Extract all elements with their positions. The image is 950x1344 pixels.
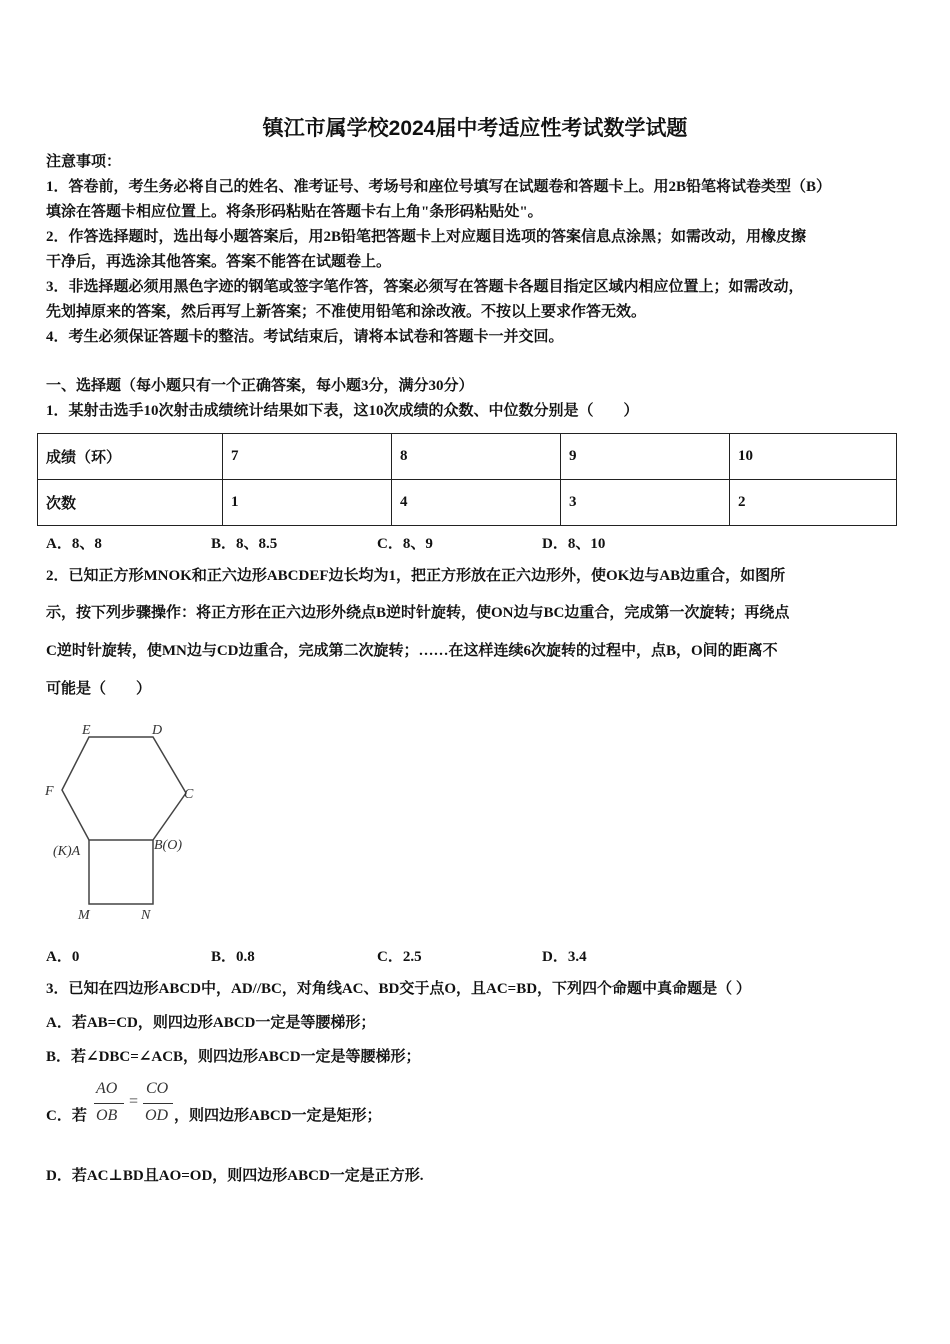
label-a: (K)A [53, 844, 81, 859]
label-m: M [78, 908, 90, 923]
fraction-numerator: CO [146, 1080, 169, 1097]
question-2-line: 可能是（ ） [46, 681, 152, 697]
table-cell: 2 [730, 480, 897, 526]
notice-line: 4．考生必须保证答题卡的整洁。考试结束后，请将本试卷和答题卡一并交回。 [46, 329, 564, 345]
equals-sign: = [128, 1093, 139, 1110]
notice-line: 填涂在答题卡相应位置上。将条形码粘贴在答题卡右上角"条形码粘贴处"。 [46, 204, 543, 220]
table-cell: 成绩（环） [38, 434, 223, 480]
label-n: N [141, 908, 151, 923]
question-2-line: C逆时针旋转，使MN边与CD边重合，完成第二次旋转；……在这样连续6次旋转的过程中，点B，O间的距离不 [46, 643, 778, 659]
table-cell: 4 [392, 480, 561, 526]
label-b: B(O) [154, 838, 182, 853]
label-d: D [152, 723, 163, 738]
q3-option-c-suffix: ，则四边形ABCD一定是矩形； [174, 1108, 382, 1124]
hexagon-square-figure [40, 710, 220, 930]
q2-option-d: D．3.4 [542, 949, 587, 965]
score-table [37, 433, 897, 526]
table-row [38, 434, 897, 480]
question-2-line: 2．已知正方形MNOK和正六边形ABCDEF边长均为1，把正方形放在正六边形外，使OK边与AB边重合，如图所 [46, 568, 786, 584]
q2-option-c: C．2.5 [377, 949, 422, 965]
notice-line: 1．答卷前，考生务必将自己的姓名、准考证号、考场号和座位号填写在试题卷和答题卡上。用2B铅笔将试卷类型（B） [46, 179, 832, 195]
table-cell: 9 [561, 434, 730, 480]
section-heading: 一、选择题（每小题只有一个正确答案，每小题3分，满分30分） [46, 378, 474, 394]
q1-option-d: D．8、10 [542, 536, 606, 552]
q1-option-c: C．8、9 [377, 536, 433, 552]
fraction-denominator: OB [96, 1107, 118, 1124]
fraction-bar [94, 1103, 124, 1104]
notice-line: 3．非选择题必须用黑色字迹的钢笔或签字笔作答，答案必须写在答题卡各题目指定区域内相应位置上；如需改动， [46, 279, 804, 295]
q1-option-a: A．8、8 [46, 536, 102, 552]
table-cell: 7 [223, 434, 392, 480]
label-f: F [45, 784, 54, 799]
q3-option-d: D．若AC⊥BD且AO=OD，则四边形ABCD一定是正方形. [46, 1168, 424, 1184]
q3-option-b: B．若∠DBC=∠ACB，则四边形ABCD一定是等腰梯形； [46, 1049, 421, 1065]
q1-option-b: B．8、8.5 [211, 536, 278, 552]
page-title: 镇江市属学校2024届中考适应性考试数学试题 [262, 117, 688, 140]
notice-line: 先划掉原来的答案，然后再写上新答案；不准使用铅笔和涂改液。不按以上要求作答无效。 [46, 304, 647, 320]
table-cell: 1 [223, 480, 392, 526]
table-cell: 10 [730, 434, 897, 480]
q3-option-c-prefix: C．若 [46, 1108, 87, 1124]
table-cell: 3 [561, 480, 730, 526]
fraction-bar [143, 1103, 173, 1104]
question-1-stem: 1．某射击选手10次射击成绩统计结果如下表，这10次成绩的众数、中位数分别是（ ） [46, 403, 639, 419]
table-cell: 8 [392, 434, 561, 480]
fraction-numerator: AO [96, 1080, 118, 1097]
q2-option-b: B．0.8 [211, 949, 255, 965]
label-c: C [184, 787, 194, 802]
table-cell: 次数 [38, 480, 223, 526]
notice-line: 干净后，再选涂其他答案。答案不能答在试题卷上。 [46, 254, 392, 270]
q3-option-a: A．若AB=CD，则四边形ABCD一定是等腰梯形； [46, 1015, 376, 1031]
notice-line: 2．作答选择题时，选出每小题答案后，用2B铅笔把答题卡上对应题目选项的答案信息点涂黑；如需改动，用橡皮擦 [46, 229, 807, 245]
question-3-stem: 3．已知在四边形ABCD中，AD//BC，对角线AC、BD交于点O，且AC=BD，下列四个命题中真命题是（ ） [46, 981, 751, 997]
table-row [38, 480, 897, 526]
notice-heading: 注意事项： [46, 154, 122, 170]
fraction-denominator: OD [145, 1107, 169, 1124]
label-e: E [82, 723, 91, 738]
square-shape [89, 840, 153, 904]
question-2-line: 示，按下列步骤操作：将正方形在正六边形外绕点B逆时针旋转，使ON边与BC边重合，完成第一次旋转；再绕点 [46, 605, 790, 621]
hexagon-shape [62, 737, 186, 840]
q2-option-a: A．0 [46, 949, 80, 965]
